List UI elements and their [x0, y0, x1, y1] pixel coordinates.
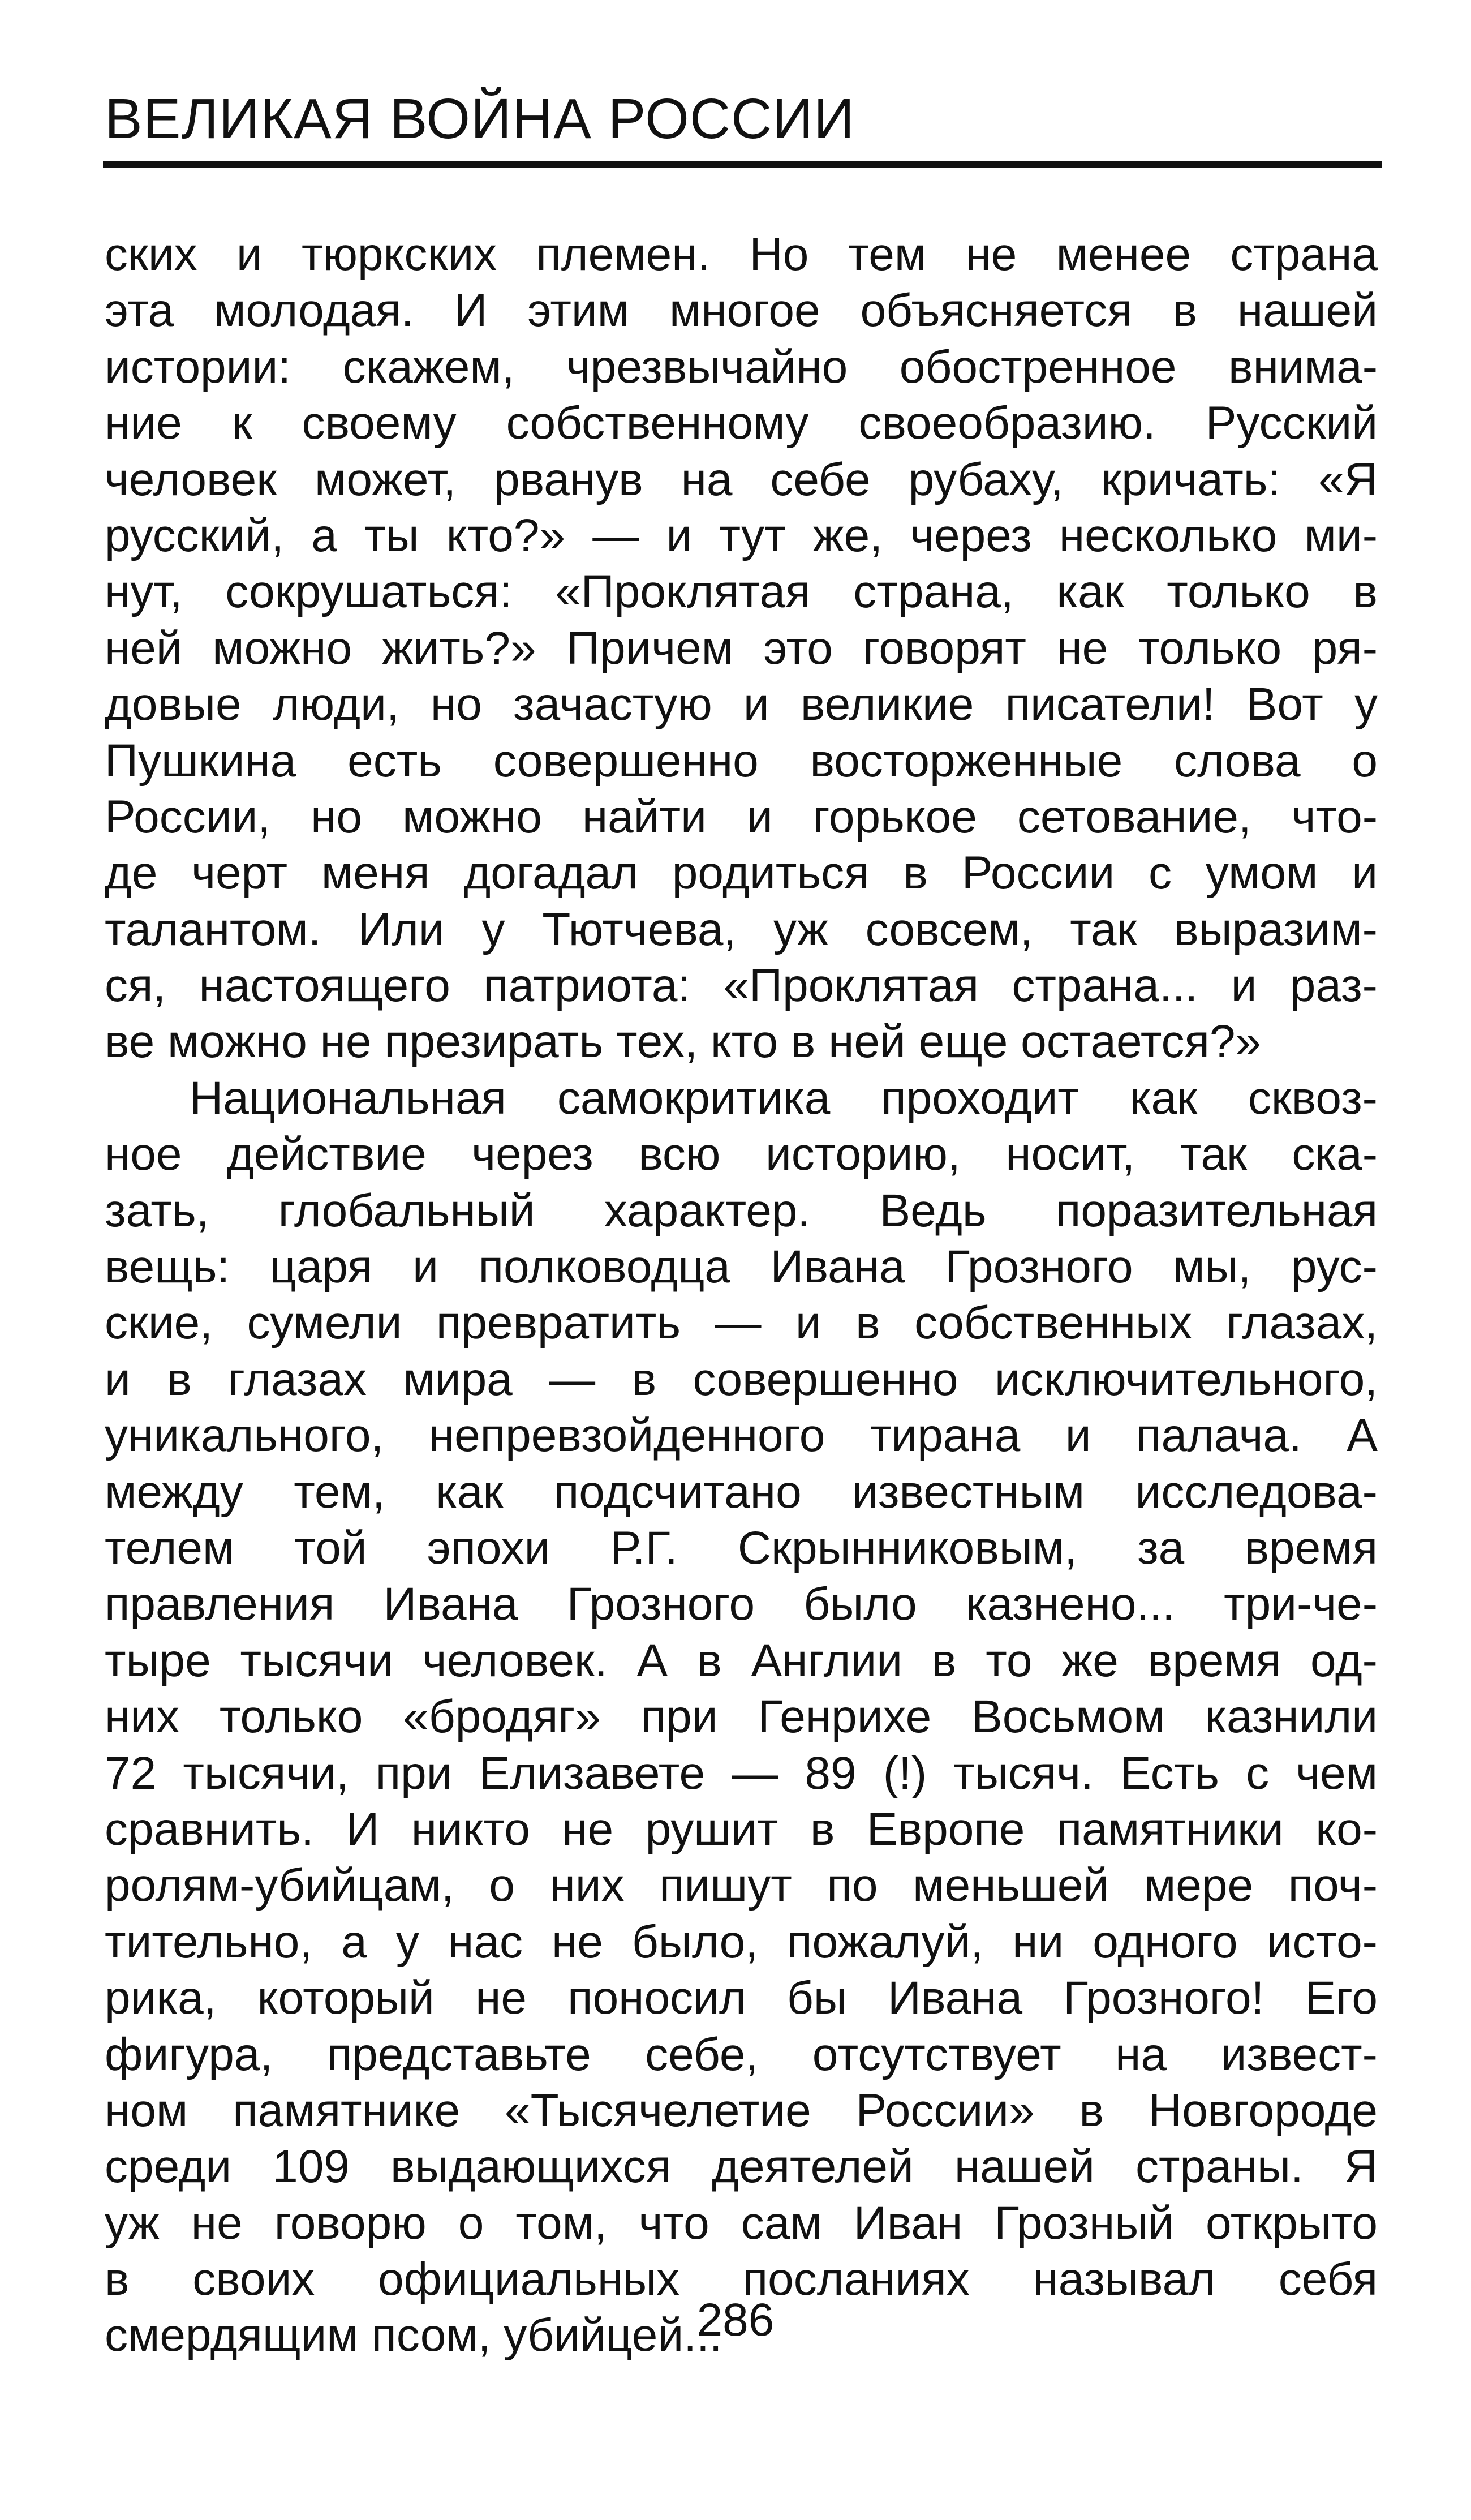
text-line: эта молодая. И этим многое объясняется в нашей [105, 285, 1378, 337]
text-line: истории: скажем, чрезвычайно обостренное внима- [105, 341, 1378, 393]
text-line: ские, сумели превратить — и в собственных глазах, [105, 1297, 1378, 1349]
text-line: довые люди, но зачастую и великие писатели! Вот у [105, 679, 1378, 731]
running-head: ВЕЛИКАЯ ВОЙНА РОССИИ [105, 87, 855, 151]
text-line: тыре тысячи человек. А в Англии в то же время од- [105, 1634, 1378, 1686]
text-line: талантом. Или у Тютчева, уж совсем, так выразим- [105, 903, 1378, 955]
text-line: де черт меня догадал родиться в России с умом и [105, 847, 1378, 899]
text-line: среди 109 выдающихся деятелей нашей страны. Я [105, 2141, 1378, 2193]
text-line: нут, сокрушаться: «Проклятая страна, как только в [105, 566, 1378, 618]
text-line: ном памятнике «Тысячелетие России» в Новгороде [105, 2084, 1378, 2136]
body-text [105, 226, 1378, 2364]
text-line: Национальная самокритика проходит как сквоз- [190, 1072, 1378, 1124]
text-line: зать, глобальный характер. Ведь поразительная [105, 1184, 1378, 1237]
text-line: смердящим псом, убийцей... [105, 2309, 722, 2362]
text-line: фигура, представьте себе, отсутствует на извест- [105, 2028, 1378, 2080]
text-line: уникального, непревзойденного тирана и палача. А [105, 1410, 1378, 1462]
text-line: ней можно жить?» Причем это говорят не только ря- [105, 622, 1378, 674]
text-line: вещь: царя и полководца Ивана Грозного мы, рус- [105, 1241, 1378, 1293]
text-line: человек может, рванув на себе рубаху, кричать: «Я [105, 453, 1378, 505]
paragraph [105, 1070, 1378, 2364]
page-number: 286 [696, 2294, 775, 2346]
text-line: и в глазах мира — в совершенно исключительного, [105, 1353, 1378, 1405]
text-line: 72 тысячи, при Елизавете — 89 (!) тысяч. Есть с чем [105, 1747, 1378, 1799]
text-line: уж не говорю о том, что сам Иван Грозный открыто [105, 2197, 1378, 2249]
text-line: ное действие через всю историю, носит, так ска- [105, 1128, 1378, 1180]
text-line: русский, а ты кто?» — и тут же, через несколько ми- [105, 509, 1378, 561]
text-line: сравнить. И никто не рушит в Европе памятники ко- [105, 1803, 1378, 1855]
text-line: телем той эпохи Р.Г. Скрынниковым, за время [105, 1522, 1378, 1574]
text-line: ролям-убийцам, о них пишут по меньшей мере поч- [105, 1860, 1378, 1912]
text-line: ся, настоящего патриота: «Проклятая страна... и раз- [105, 960, 1378, 1012]
text-line: них только «бродяг» при Генрихе Восьмом казнили [105, 1691, 1378, 1743]
text-line: России, но можно найти и горькое сетование, что- [105, 791, 1378, 843]
text-line: тительно, а у нас не было, пожалуй, ни одного исто- [105, 1916, 1378, 1968]
header-rule [103, 161, 1382, 168]
text-line: правления Ивана Грозного было казнено... три-че- [105, 1578, 1378, 1630]
text-line: между тем, как подсчитано известным исследова- [105, 1466, 1378, 1518]
text-line: в своих официальных посланиях называл себя [105, 2253, 1378, 2306]
text-line: ве можно не презирать тех, кто в ней еще остается?» [105, 1016, 1262, 1068]
text-line: ских и тюркских племен. Но тем не менее страна [105, 229, 1378, 280]
text-line: Пушкина есть совершенно восторженные слова о [105, 735, 1378, 787]
paragraph [105, 226, 1378, 1070]
text-line: рика, который не поносил бы Ивана Грозного! Его [105, 1972, 1378, 2024]
text-line: ние к своему собственному своеобразию. Русский [105, 397, 1378, 449]
